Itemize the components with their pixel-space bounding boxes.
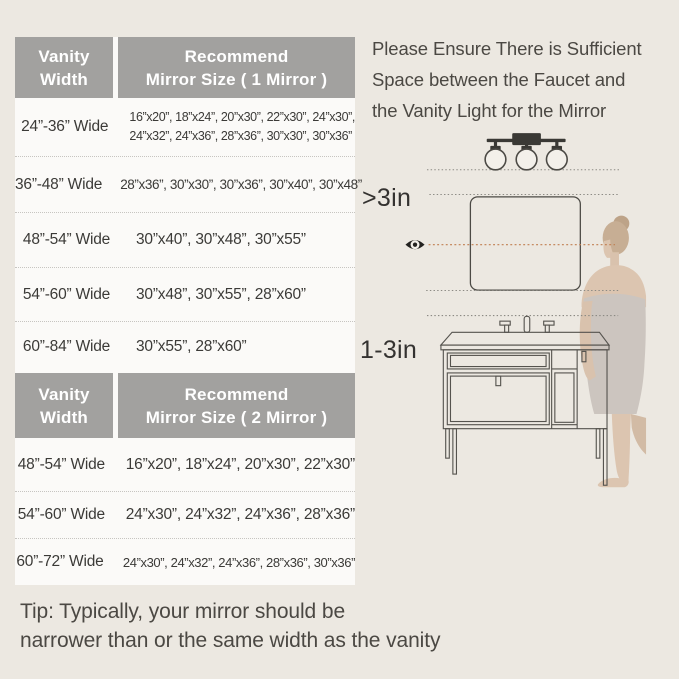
mirror-sizes-value: 30”x48”, 30”x55”, 28”x60” — [136, 285, 306, 303]
note-line: the Vanity Light for the Mirror — [372, 100, 607, 121]
mirror-size-table-card — [15, 37, 362, 585]
table1-header-recommend-size — [118, 37, 355, 98]
vanity-width-value: 36”-48” Wide — [15, 175, 103, 193]
sizes-line: 24”x32”, 24”x36”, 28”x36”, 30”x30”, 30”x36” — [129, 129, 352, 143]
header-line: Width — [39, 69, 89, 89]
drawer-handle — [496, 376, 501, 386]
table2-header — [15, 373, 355, 438]
vanity-width-value: 60”-84” Wide — [22, 337, 111, 355]
header-line: Mirror Size ( 2 Mirror ) — [145, 407, 328, 427]
woman-figure — [580, 216, 646, 488]
eye-icon — [405, 240, 424, 249]
spacing-note — [372, 33, 642, 126]
mirror-sizes-value: 24”x30”, 24”x32”, 24”x36”, 28”x36”, 30”x36” — [122, 554, 355, 570]
table-row — [15, 539, 355, 585]
header-line: Vanity — [38, 46, 90, 66]
table-row — [15, 492, 355, 539]
mirror-sizes-value: 30”x40”, 30”x48”, 30”x55” — [136, 231, 306, 248]
vanity-width-value: 54”-60” Wide — [17, 506, 105, 523]
table-row — [15, 213, 355, 268]
tip-line: Tip: Typically, your mirror should be — [20, 600, 346, 623]
table-row — [15, 322, 355, 371]
tip-line: narrower than or the same width as the vanity — [20, 629, 441, 652]
header-line: Recommend — [184, 46, 289, 66]
table2-header-vanity-width — [15, 373, 113, 438]
mirror — [470, 197, 580, 290]
header-line: Mirror Size ( 1 Mirror ) — [145, 69, 328, 89]
top-gap-label: >3in — [362, 184, 412, 212]
mirror-sizes-value: 24”x30”, 24”x32”, 24”x36”, 28”x36” — [125, 506, 355, 523]
mirror-sizes-value: 30”x55”, 28”x60” — [136, 337, 247, 355]
table-row — [15, 438, 355, 492]
vanity-width-value: 24”-36” Wide — [21, 118, 109, 135]
vanity-width-value: 60”-72” Wide — [16, 553, 104, 570]
mirror-sizes-value — [114, 98, 355, 156]
vanity-legs — [446, 429, 607, 486]
table-row — [15, 268, 355, 322]
note-line: Please Ensure There is Sufficient — [372, 38, 642, 59]
table1-header — [15, 37, 355, 98]
mirror-sizes-value: 28”x36”, 30”x30”, 30”x36”, 30”x40”, 30”x48” — [120, 177, 362, 192]
tip-text — [20, 597, 440, 655]
table2-header-recommend-size — [118, 373, 355, 438]
table-row — [15, 157, 362, 213]
bottom-gap-label: 1-3in — [360, 336, 418, 364]
vanity-width-value: 48”-54” Wide — [22, 231, 111, 248]
header-line: Recommend — [184, 384, 289, 404]
header-line: Width — [39, 407, 89, 427]
table1-header-vanity-width — [15, 37, 113, 98]
mirror-sizes-value: 16”x20”, 18”x24”, 20”x30”, 22”x30” — [125, 455, 355, 473]
vanity-width-value: 48”-54” Wide — [17, 455, 105, 473]
vanity-light-fixture — [485, 133, 567, 170]
sizes-line: 16”x20”, 18”x24”, 20”x30”, 22”x30”, 24”x30”, — [129, 110, 355, 124]
gap-measure-lines-top — [427, 170, 620, 195]
faucet-spout — [524, 316, 530, 332]
header-line: Vanity — [38, 384, 90, 404]
table-row — [15, 98, 355, 157]
vanity-width-value: 54”-60” Wide — [22, 285, 111, 303]
note-line: Space between the Faucet and — [372, 69, 626, 90]
